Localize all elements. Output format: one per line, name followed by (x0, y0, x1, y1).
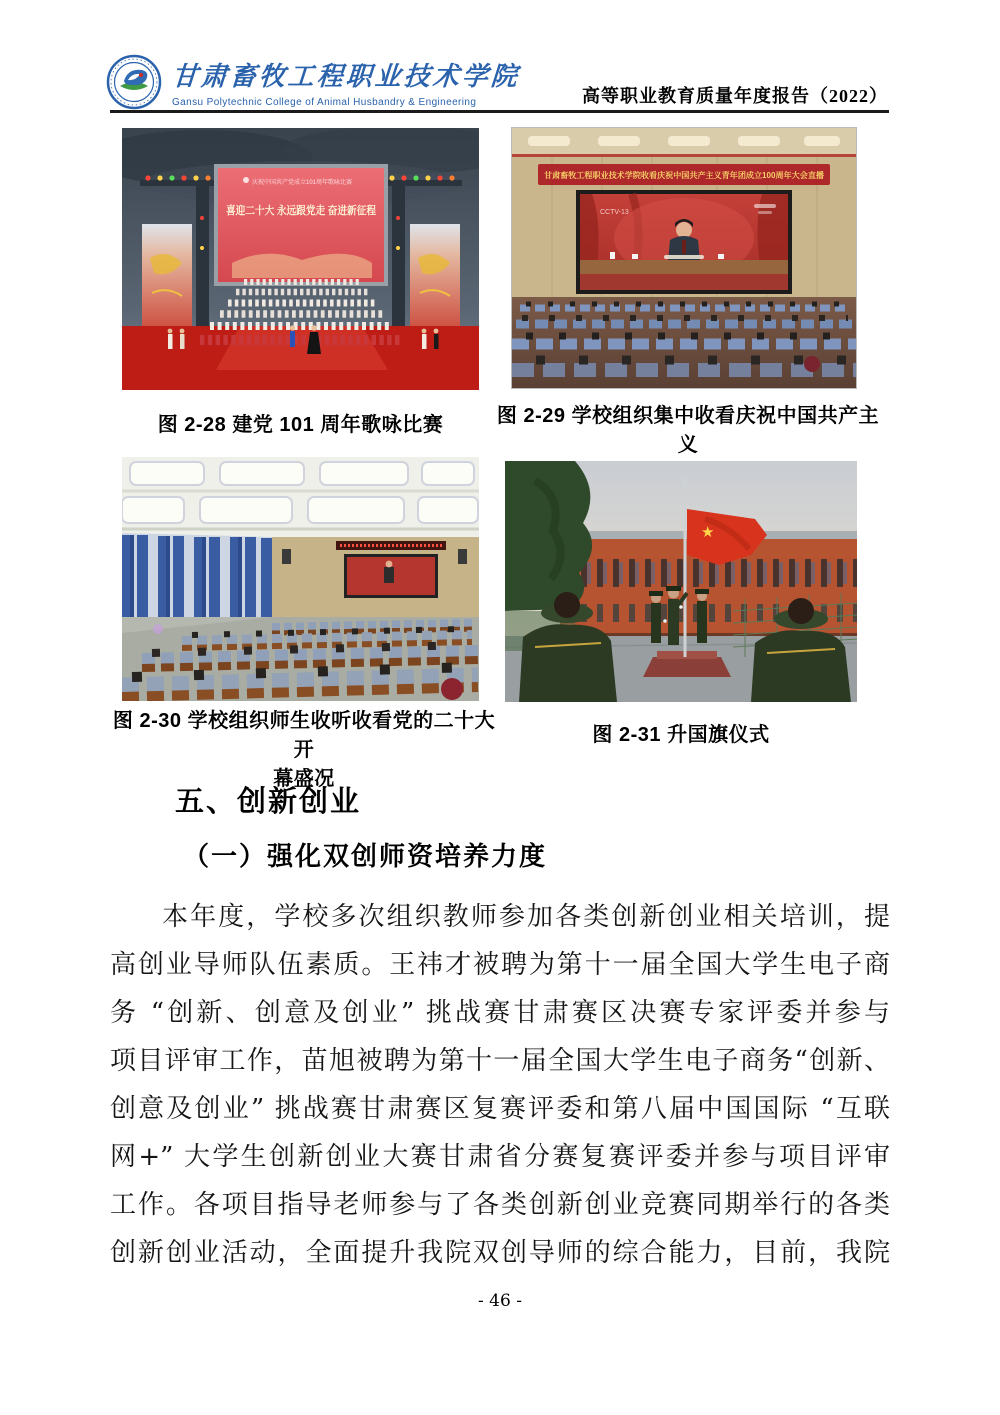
college-name-en: Gansu Polytechnic College of Animal Husbandry & Engineering (172, 97, 477, 108)
college-name-zh: 甘肃畜牧工程职业技术学院 (170, 62, 521, 92)
caption-figure-2-31 (505, 721, 857, 750)
page-header (106, 54, 520, 110)
caption-text-line1: 图 2-30 学校组织师生收听收看党的二十大开 (112, 710, 496, 761)
banner-text: 甘肃畜牧工程职业技术学院收看庆祝中国共产主义青年团成立100周年大会直播 (544, 171, 822, 180)
figure-photo-2-30 (122, 457, 479, 701)
paragraph-line: 务 “创新、创意及创业” 挑战赛甘肃赛区决赛专家评委并参与 (110, 998, 890, 1028)
report-title: 高等职业教育质量年度报告（2022） (582, 86, 888, 106)
auditorium-photo (512, 128, 856, 388)
section-subheading: （一）强化双创师资培养力度 (183, 842, 548, 872)
page-number: - 46 - (478, 1291, 522, 1311)
figure-photo-2-31 (505, 461, 857, 702)
figure-photo-2-29 (512, 128, 856, 388)
figure-photo-2-28 (122, 128, 479, 390)
paragraph-line: 本年度，学校多次组织教师参加各类创新创业相关培训，提 (162, 902, 890, 932)
header-divider (110, 110, 889, 113)
screen-title-text: 喜迎二十大 永远跟党走 奋进新征程 (226, 205, 398, 217)
paragraph-line: 项目评审工作，苗旭被聘为第十一届全国大学生电子商务“创新、 (110, 1046, 890, 1076)
caption-text-line1: 图 2-29 学校组织集中收看庆祝中国共产主义 (496, 405, 880, 456)
paragraph-line: 创意及创业” 挑战赛甘肃赛区复赛评委和第八届中国国际 “互联 (110, 1094, 890, 1124)
paragraph-line: 网+” 大学生创新创业大赛甘肃省分赛复赛评委并参与项目评审 (110, 1142, 890, 1172)
body-paragraph (110, 893, 890, 1277)
caption-figure-2-28 (122, 411, 479, 440)
section-heading: 五、创新创业 (175, 786, 362, 818)
caption-text: 图 2-28 建党 101 周年歌咏比赛 (157, 414, 444, 436)
caption-text-line2: 幕盛况 (273, 768, 335, 790)
stage-photo (122, 128, 479, 390)
paragraph-line: 工作。各项目指导老师参与了各类创新创业竞赛同期举行的各类 (110, 1190, 890, 1220)
hall-photo (122, 457, 479, 701)
caption-text: 图 2-31 升国旗仪式 (592, 724, 770, 746)
screen-subtitle-text: 庆祝中国共产党成立101周年歌咏比赛 (251, 180, 353, 186)
tv-channel-badge: CCTV-13 (600, 209, 629, 216)
flag-star: ★ (701, 524, 715, 541)
flag-ceremony-photo (505, 461, 857, 702)
paragraph-line: 高创业导师队伍素质。王祎才被聘为第十一届全国大学生电子商 (110, 950, 890, 980)
paragraph-line: 创新创业活动，全面提升我院双创导师的综合能力，目前，我院 (110, 1238, 890, 1268)
college-emblem-icon (106, 54, 162, 110)
